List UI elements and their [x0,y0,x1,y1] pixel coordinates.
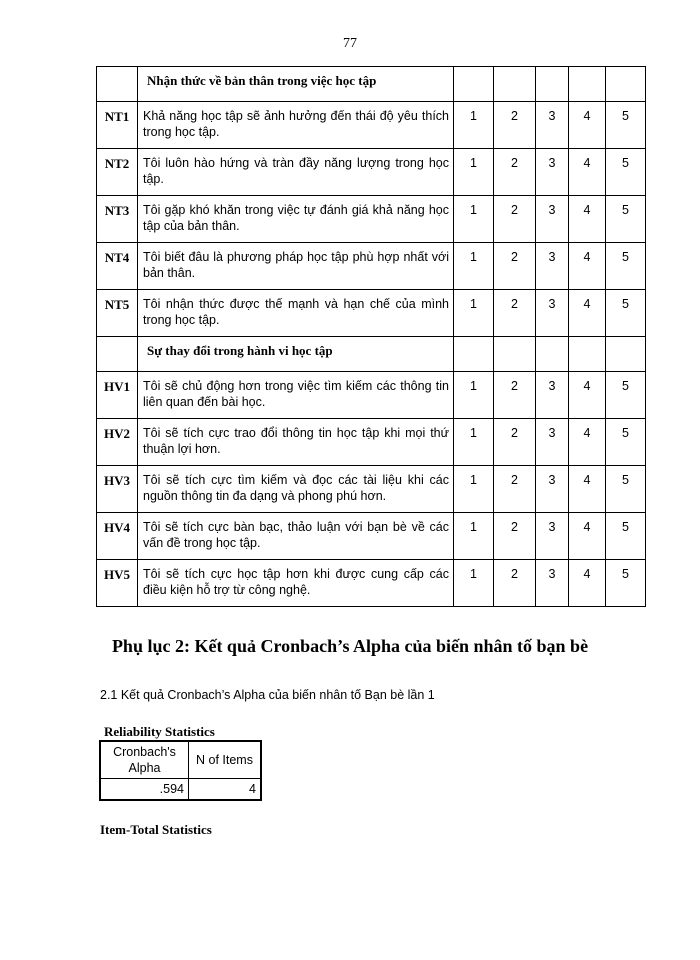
scale-option: 5 [606,466,646,513]
section-row [97,67,646,102]
section-empty-cell [569,67,606,102]
scale-option: 1 [454,560,494,607]
item-statement: Tôi gặp khó khăn trong việc tự đánh giá khả năng học tập của bản thân. [138,196,454,243]
scale-option: 4 [569,243,606,290]
item-statement: Tôi biết đâu là phương pháp học tập phù hợp nhất với bản thân. [138,243,454,290]
table-row [97,149,646,196]
item-code: NT3 [97,196,138,243]
scale-option: 2 [494,196,536,243]
reliability-value-alpha: .594 [101,779,189,800]
scale-option: 3 [536,372,569,419]
scale-option: 5 [606,149,646,196]
scale-option: 1 [454,149,494,196]
section-empty-cell [454,337,494,372]
item-statement: Tôi sẽ tích cực học tập hơn khi được cung cấp các điều kiện hỗ trợ từ công nghệ. [138,560,454,607]
table-row [97,466,646,513]
scale-option: 3 [536,196,569,243]
scale-option: 5 [606,290,646,337]
item-statement: Khả năng học tập sẽ ảnh hưởng đến thái độ yêu thích trong học tập. [138,102,454,149]
table-row [97,513,646,560]
item-statement: Tôi luôn hào hứng và tràn đầy năng lượng trong học tập. [138,149,454,196]
section-empty-cell [569,337,606,372]
item-statement: Tôi sẽ tích cực tìm kiếm và đọc các tài liệu khi các nguồn thông tin đa dạng và phong phú hơn. [138,466,454,513]
reliability-value-items: 4 [189,779,261,800]
section-empty-cell [494,67,536,102]
scale-option: 4 [569,419,606,466]
scale-option: 3 [536,149,569,196]
table-row [97,196,646,243]
section-row [97,337,646,372]
scale-option: 2 [494,560,536,607]
scale-option: 2 [494,372,536,419]
section-heading: Sự thay đổi trong hành vi học tập [138,337,454,372]
scale-option: 1 [454,290,494,337]
scale-option: 2 [494,290,536,337]
scale-option: 1 [454,466,494,513]
reliability-table [100,741,261,800]
item-statement: Tôi sẽ chủ động hơn trong việc tìm kiếm các thông tin liên quan đến bài học. [138,372,454,419]
sub-heading: 2.1 Kết quả Cronbach’s Alpha của biến nhân tố Bạn bè lần 1 [100,688,435,702]
item-code: HV4 [97,513,138,560]
table-row [97,419,646,466]
scale-option: 1 [454,419,494,466]
survey-table [96,66,646,607]
item-code: NT1 [97,102,138,149]
scale-option: 3 [536,466,569,513]
section-code-cell [97,337,138,372]
scale-option: 1 [454,513,494,560]
item-statement: Tôi nhận thức được thế mạnh và hạn chế của mình trong học tập. [138,290,454,337]
scale-option: 5 [606,419,646,466]
section-empty-cell [536,337,569,372]
page-number: 77 [343,36,357,51]
scale-option: 5 [606,372,646,419]
scale-option: 3 [536,513,569,560]
item-statement: Tôi sẽ tích cực trao đổi thông tin học tập khi mọi thứ thuận lợi hơn. [138,419,454,466]
scale-option: 5 [606,196,646,243]
scale-option: 3 [536,419,569,466]
scale-option: 5 [606,102,646,149]
scale-option: 1 [454,243,494,290]
table-row [97,560,646,607]
section-empty-cell [606,337,646,372]
scale-option: 3 [536,290,569,337]
scale-option: 2 [494,243,536,290]
section-empty-cell [494,337,536,372]
scale-option: 2 [494,466,536,513]
scale-option: 4 [569,102,606,149]
item-statement: Tôi sẽ tích cực bàn bạc, thảo luận với bạn bè về các vấn đề trong học tập. [138,513,454,560]
scale-option: 4 [569,513,606,560]
scale-option: 3 [536,243,569,290]
scale-option: 4 [569,560,606,607]
item-code: NT5 [97,290,138,337]
section-empty-cell [606,67,646,102]
table-row [97,372,646,419]
reliability-header-items: N of Items [189,742,261,779]
reliability-header-alpha: Cronbach's Alpha [101,742,189,779]
scale-option: 5 [606,513,646,560]
scale-option: 2 [494,102,536,149]
table-row [97,290,646,337]
scale-option: 1 [454,372,494,419]
scale-option: 5 [606,243,646,290]
scale-option: 2 [494,149,536,196]
scale-option: 2 [494,419,536,466]
scale-option: 3 [536,560,569,607]
table-row [97,243,646,290]
item-total-title: Item-Total Statistics [100,822,212,837]
item-code: HV2 [97,419,138,466]
section-empty-cell [536,67,569,102]
item-code: NT2 [97,149,138,196]
scale-option: 4 [569,149,606,196]
item-code: NT4 [97,243,138,290]
reliability-title: Reliability Statistics [104,724,215,739]
item-code: HV3 [97,466,138,513]
table-row [97,102,646,149]
scale-option: 1 [454,196,494,243]
scale-option: 3 [536,102,569,149]
scale-option: 1 [454,102,494,149]
scale-option: 5 [606,560,646,607]
scale-option: 4 [569,372,606,419]
scale-option: 2 [494,513,536,560]
item-code: HV1 [97,372,138,419]
scale-option: 4 [569,290,606,337]
appendix-title: Phụ lục 2: Kết quả Cronbach’s Alpha của biến nhân tố bạn bè [111,636,589,656]
section-empty-cell [454,67,494,102]
item-code: HV5 [97,560,138,607]
scale-option: 4 [569,196,606,243]
section-heading: Nhận thức về bản thân trong việc học tập [138,67,454,102]
section-code-cell [97,67,138,102]
scale-option: 4 [569,466,606,513]
